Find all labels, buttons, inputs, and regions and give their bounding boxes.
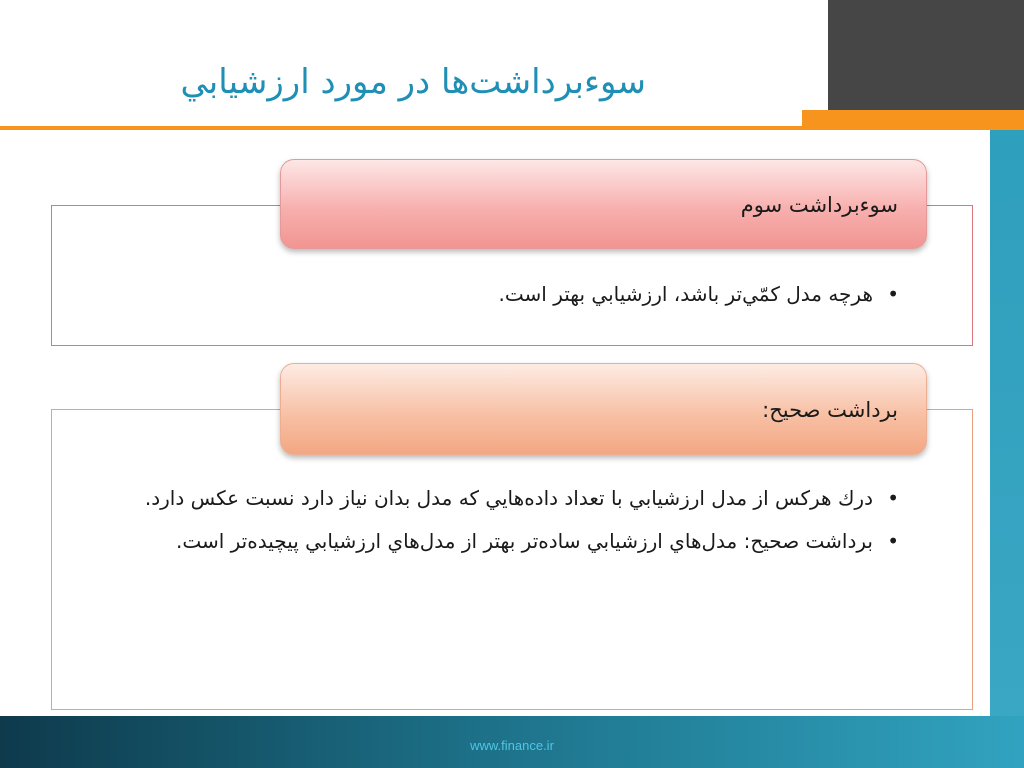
bullet-text: هرچه مدل كمّي‌تر باشد، ارزشيابي بهتر است.: [498, 282, 873, 306]
title-underline-rule: [0, 126, 1024, 130]
list-item: [121, 523, 901, 559]
bullet-text: برداشت صحيح: مدل‌هاي ارزشيابي ساده‌تر بهتر از مدل‌هاي ارزشيابي پيچيده‌تر است.: [175, 529, 873, 553]
footer-url-link[interactable]: www.finance.ir: [470, 738, 554, 753]
bullet-list-misconception: [101, 276, 901, 312]
bullet-icon: •: [887, 486, 899, 510]
top-right-decoration-block: [828, 0, 1024, 110]
bullet-text: درك هركس از مدل ارزشيابي با تعداد داده‌هايي كه مدل بدان نياز دارد نسبت عكس دارد.: [144, 486, 873, 510]
section-header-correct-view: برداشت صحيح:: [280, 363, 927, 455]
list-item: [101, 276, 901, 312]
bullet-list-correct-view: [121, 480, 901, 566]
bullet-icon: •: [887, 282, 899, 306]
bullet-icon: •: [887, 529, 899, 553]
list-item: [121, 480, 901, 516]
slide-title: سوءبرداشت‌ها در مورد ارزشيابي: [180, 62, 646, 102]
section-header-misconception: سوءبرداشت سوم: [280, 159, 927, 249]
right-teal-strip: [990, 130, 1024, 716]
